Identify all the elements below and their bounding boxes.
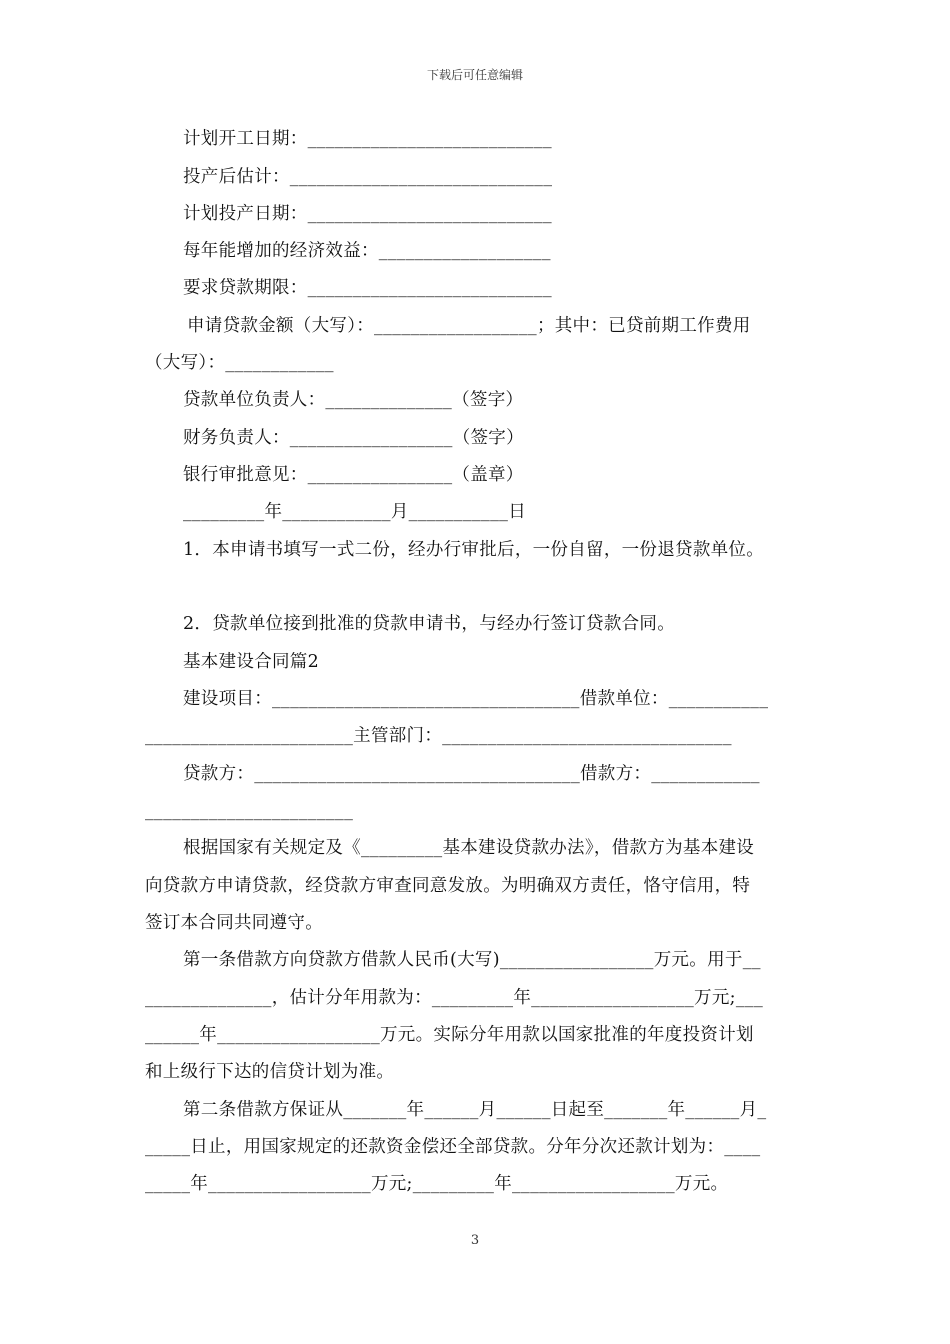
- paragraph-preamble-line-1: 根据国家有关规定及《_________基本建设贷款办法》，借款方为基本建设: [183, 838, 755, 858]
- article-1-line-4: 和上级行下达的信贷计划为准。: [145, 1062, 395, 1082]
- note-2: 2．贷款单位接到批准的贷款申请书，与经办行签订贷款合同。: [183, 614, 676, 634]
- field-planned-production-date: 计划投产日期：___________________________: [183, 204, 552, 224]
- field-project-borrower: 建设项目：__________________________________借款单位：___________: [183, 689, 769, 709]
- paragraph-preamble-line-3: 签订本合同共同遵守。: [145, 913, 323, 933]
- section-title: 基本建设合同篇2: [183, 652, 320, 672]
- field-loan-amount-cont: （大写）：____________: [145, 353, 334, 373]
- field-finance-head-signature: 财务负责人：__________________（签字）: [183, 428, 524, 448]
- article-1-line-3: ______年__________________万元。实际分年用款以国家批准的年度投资计划: [145, 1025, 754, 1045]
- page-header: 下载后可任意编辑: [426, 68, 523, 82]
- field-lender-borrower-cont: _______________________: [145, 801, 354, 821]
- paragraph-preamble-line-2: 向贷款方申请贷款，经贷款方审查同意发放。为明确双方责任，恪守信用，特: [145, 876, 751, 896]
- article-2-line-3: _____年__________________万元;_________年__________________万元。: [145, 1174, 729, 1194]
- field-bank-approval-seal: 银行审批意见：________________（盖章）: [183, 465, 524, 485]
- field-loan-term: 要求贷款期限：___________________________: [183, 278, 552, 298]
- field-competent-department: _______________________主管部门：________________________________: [145, 726, 732, 746]
- article-2-line-1: 第二条借款方保证从_______年______月______日起至_______年______月_: [183, 1100, 767, 1120]
- article-1-line-1: 第一条借款方向贷款方借款人民币(大写)_________________万元。用于__: [183, 950, 761, 970]
- article-2-line-2: _____日止，用国家规定的还款资金偿还全部贷款。分年分次还款计划为：____: [145, 1137, 761, 1157]
- field-annual-economic-benefit: 每年能增加的经济效益：___________________: [183, 241, 551, 261]
- page-number: 3: [470, 1233, 480, 1248]
- field-post-production-estimate: 投产后估计：_____________________________: [183, 167, 553, 187]
- note-1: 1．本申请书填写一式二份，经办行审批后，一份自留，一份退贷款单位。: [183, 540, 765, 560]
- field-loan-amount: 申请贷款金额（大写）：__________________；其中：已贷前期工作费用: [187, 316, 751, 336]
- field-lender-borrower: 贷款方：____________________________________借款方：____________: [183, 764, 760, 784]
- field-planned-start-date: 计划开工日期：___________________________: [183, 129, 552, 149]
- field-date: _________年____________月___________日: [183, 502, 526, 522]
- field-unit-principal-signature: 贷款单位负责人：______________（签字）: [183, 390, 524, 410]
- article-1-line-2: ______________，估计分年用款为：_________年__________________万元;___: [145, 988, 763, 1008]
